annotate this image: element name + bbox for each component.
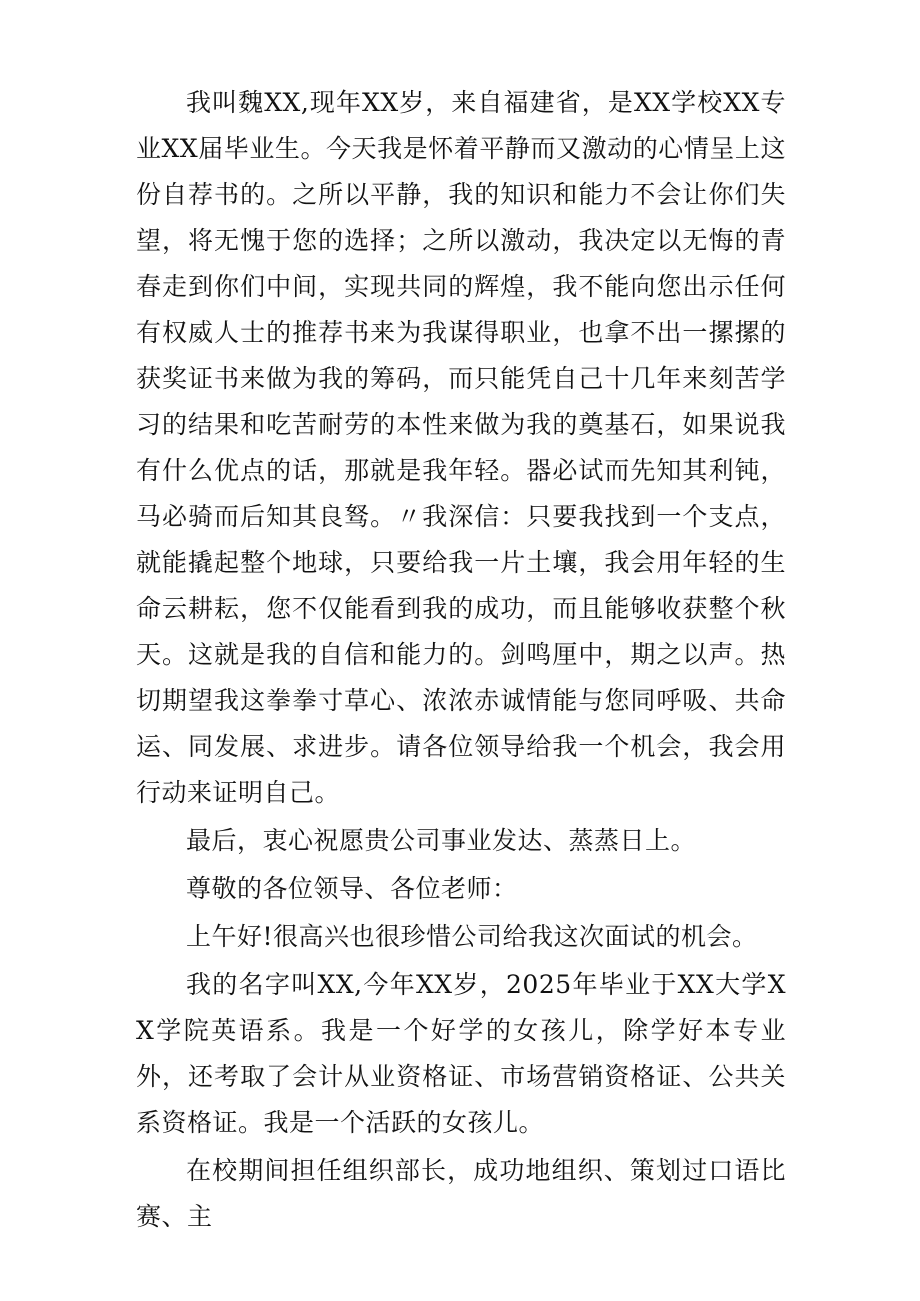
document-body	[136, 80, 786, 1240]
paragraph-campus-experience: 在校期间担任组织部长，成功地组织、策划过口语比赛、主	[136, 1156, 786, 1231]
paragraph-opening: 上午好!很高兴也很珍惜公司给我这次面试的机会。	[186, 922, 758, 951]
paragraph-self-recommendation: 我叫魏XX,现年XX岁，来自福建省，是XX学校XX专业XX届毕业生。今天我是怀着平静而又激动的心情呈上这份自荐书的。之所以平静，我的知识和能力不会让你们失望，将无愧于您的选择；之所以激动，我决定以无悔的青春走到你们中间，实现共同的辉煌，我不能向您出示任何有权威人士的推荐书来为我谋得职业，也拿不出一摞摞的获奖证书来做为我的筹码，而只能凭自己十几年来刻苦学习的结果和吃苦耐劳的本性来做为我的奠基石，如果说我有什么优点的话，那就是我年轻。器必试而先知其利钝，马必骑而后知其良驽。〃我深信：只要我找到一个支点，就能撬起整个地球，只要给我一片土壤，我会用年轻的生命云耕耘，您不仅能看到我的成功，而且能够收获整个秋天。这就是我的自信和能力的。剑鸣厘中，期之以声。热切期望我这拳拳寸草心、浓浓赤诚情能与您同呼吸、共命运、同发展、求进步。请各位领导给我一个机会，我会用行动来证明自己。	[136, 88, 786, 807]
paragraph-closing-wish: 最后，衷心祝愿贵公司事业发达、蒸蒸日上。	[186, 826, 697, 855]
paragraph-introduction: 我的名字叫XX,今年XX岁，2025年毕业于XX大学XX学院英语系。我是一个好学的女孩儿，除学好本专业外，还考取了会计从业资格证、市场营销资格证、公共关系资格证。我是一个活跃的女孩儿。	[136, 970, 786, 1137]
paragraph-greeting: 尊敬的各位领导、各位老师：	[186, 874, 518, 903]
